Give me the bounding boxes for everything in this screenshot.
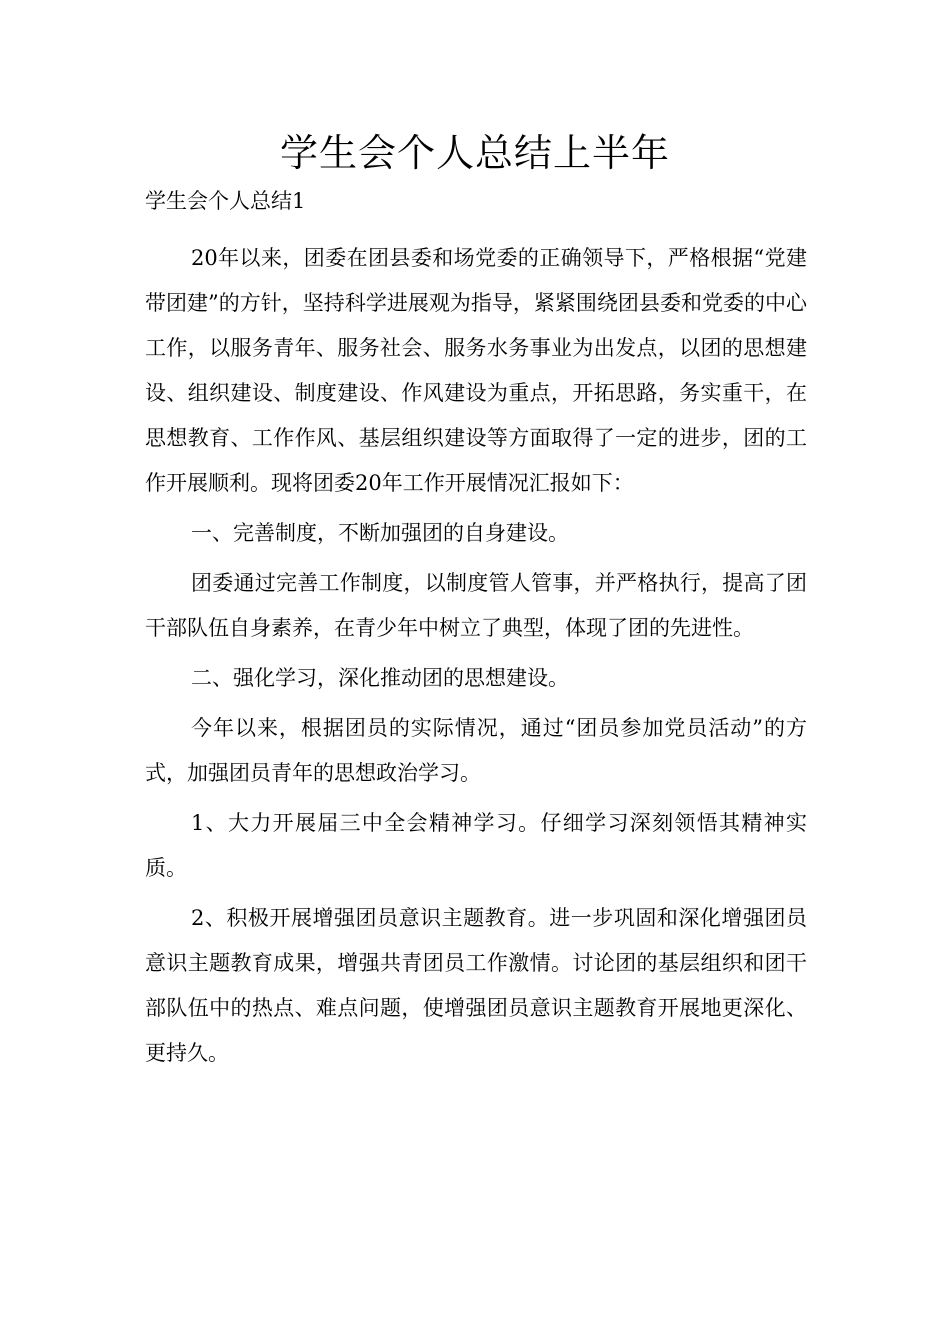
paragraph-intro: 20年以来，团委在团县委和场党委的正确领导下，严格根据“党建带团建”的方针，坚持科学进展观为指导，紧紧围绕团县委和党委的中心工作，以服务青年、服务社会、服务水务事业为出发点，以团的思想建设、组织建设、制度建设、作风建设为重点，开拓思路，务实重干，在思想教育、工作作风、基层组织建设等方面取得了一定的进步，团的工作开展顺利。现将团委20年工作开展情况汇报如下： xyxy=(145,246,807,495)
document-body xyxy=(145,236,807,1081)
paragraph-system: 团委通过完善工作制度，以制度管人管事，并严格执行，提高了团干部队伍自身素养，在青少年中树立了典型，体现了团的先进性。 xyxy=(145,571,807,640)
document-title: 学生会个人总结上半年 xyxy=(279,131,670,175)
paragraph-heading-1: 一、完善制度，不断加强团的自身建设。 xyxy=(191,521,569,545)
paragraph-study: 今年以来，根据团员的实际情况，通过“团员参加党员活动”的方式，加强团员青年的思想政治学习。 xyxy=(145,716,807,785)
paragraph-heading-2: 二、强化学习，深化推动团的思想建设。 xyxy=(191,666,569,690)
document-subtitle: 学生会个人总结1 xyxy=(145,189,306,213)
paragraph-item-1: 1、大力开展届三中全会精神学习。仔细学习深刻领悟其精神实质。 xyxy=(145,811,807,880)
paragraph-item-2: 2、积极开展增强团员意识主题教育。进一步巩固和深化增强团员意识主题教育成果，增强共青团员工作激情。讨论团的基层组织和团干部队伍中的热点、难点问题，使增强团员意识主题教育开展地更深化、更持久。 xyxy=(145,906,807,1065)
